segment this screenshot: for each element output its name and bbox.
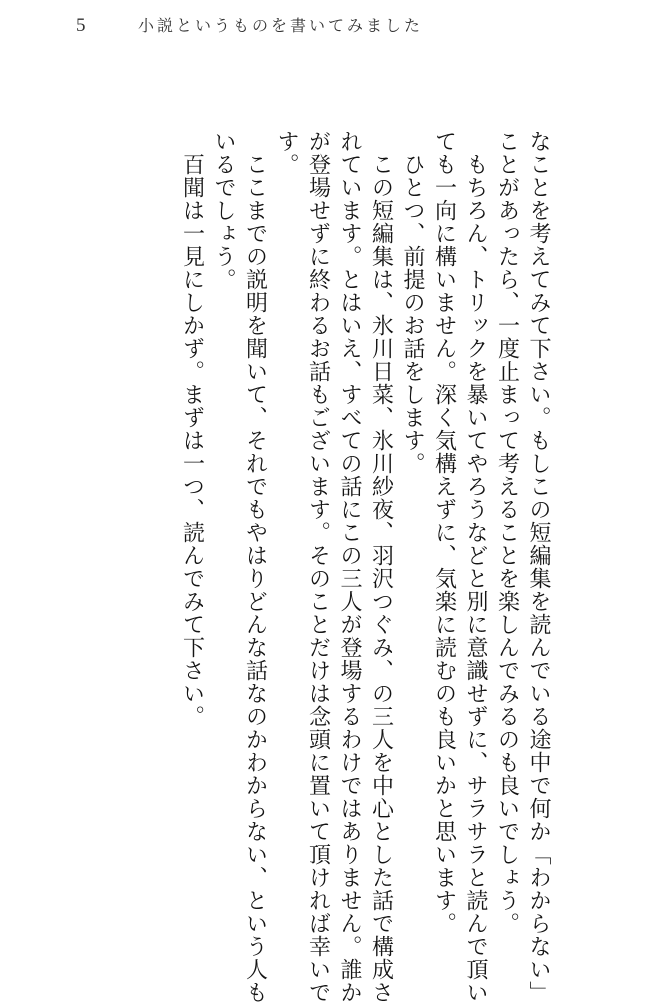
page-number: 5	[76, 15, 86, 36]
paragraph: なことを考えてみて下さい。もしこの短編集を読んでいる途中で何か「わからない」 ことがあったら、一度止まって考えることを楽しんでみるのも良いでしょう。	[494, 130, 551, 1004]
paragraph: もちろん、トリックを暴いてやろうなどと別に意識せずに、サラサラと読んで頂い ても一向に構いません。深く気構えずに、気楽に読むのも良いかと思います。	[431, 130, 488, 1004]
paragraph: ひとつ、前提のお話をします。 この短編集は、氷川日菜、氷川紗夜、羽沢つぐみ、の三人を中心とした話で構成さ れています。とはいえ、すべての話にこの三人が登場するわけではありません。誰か が登場せずに終わるお話もございます。そのことだけは念頭に置いて頂ければ幸いで す。	[274, 130, 425, 1004]
body-text	[124, 130, 554, 1004]
paragraph: ここまでの説明を聞いて、それでもやはりどんな話なのかわからない、という人も いるでしょう。 百聞は一見にしかず。まずは一つ、読んでみて下さい。	[179, 130, 268, 1004]
running-header-title: 小説というものを書いてみました	[138, 16, 424, 35]
